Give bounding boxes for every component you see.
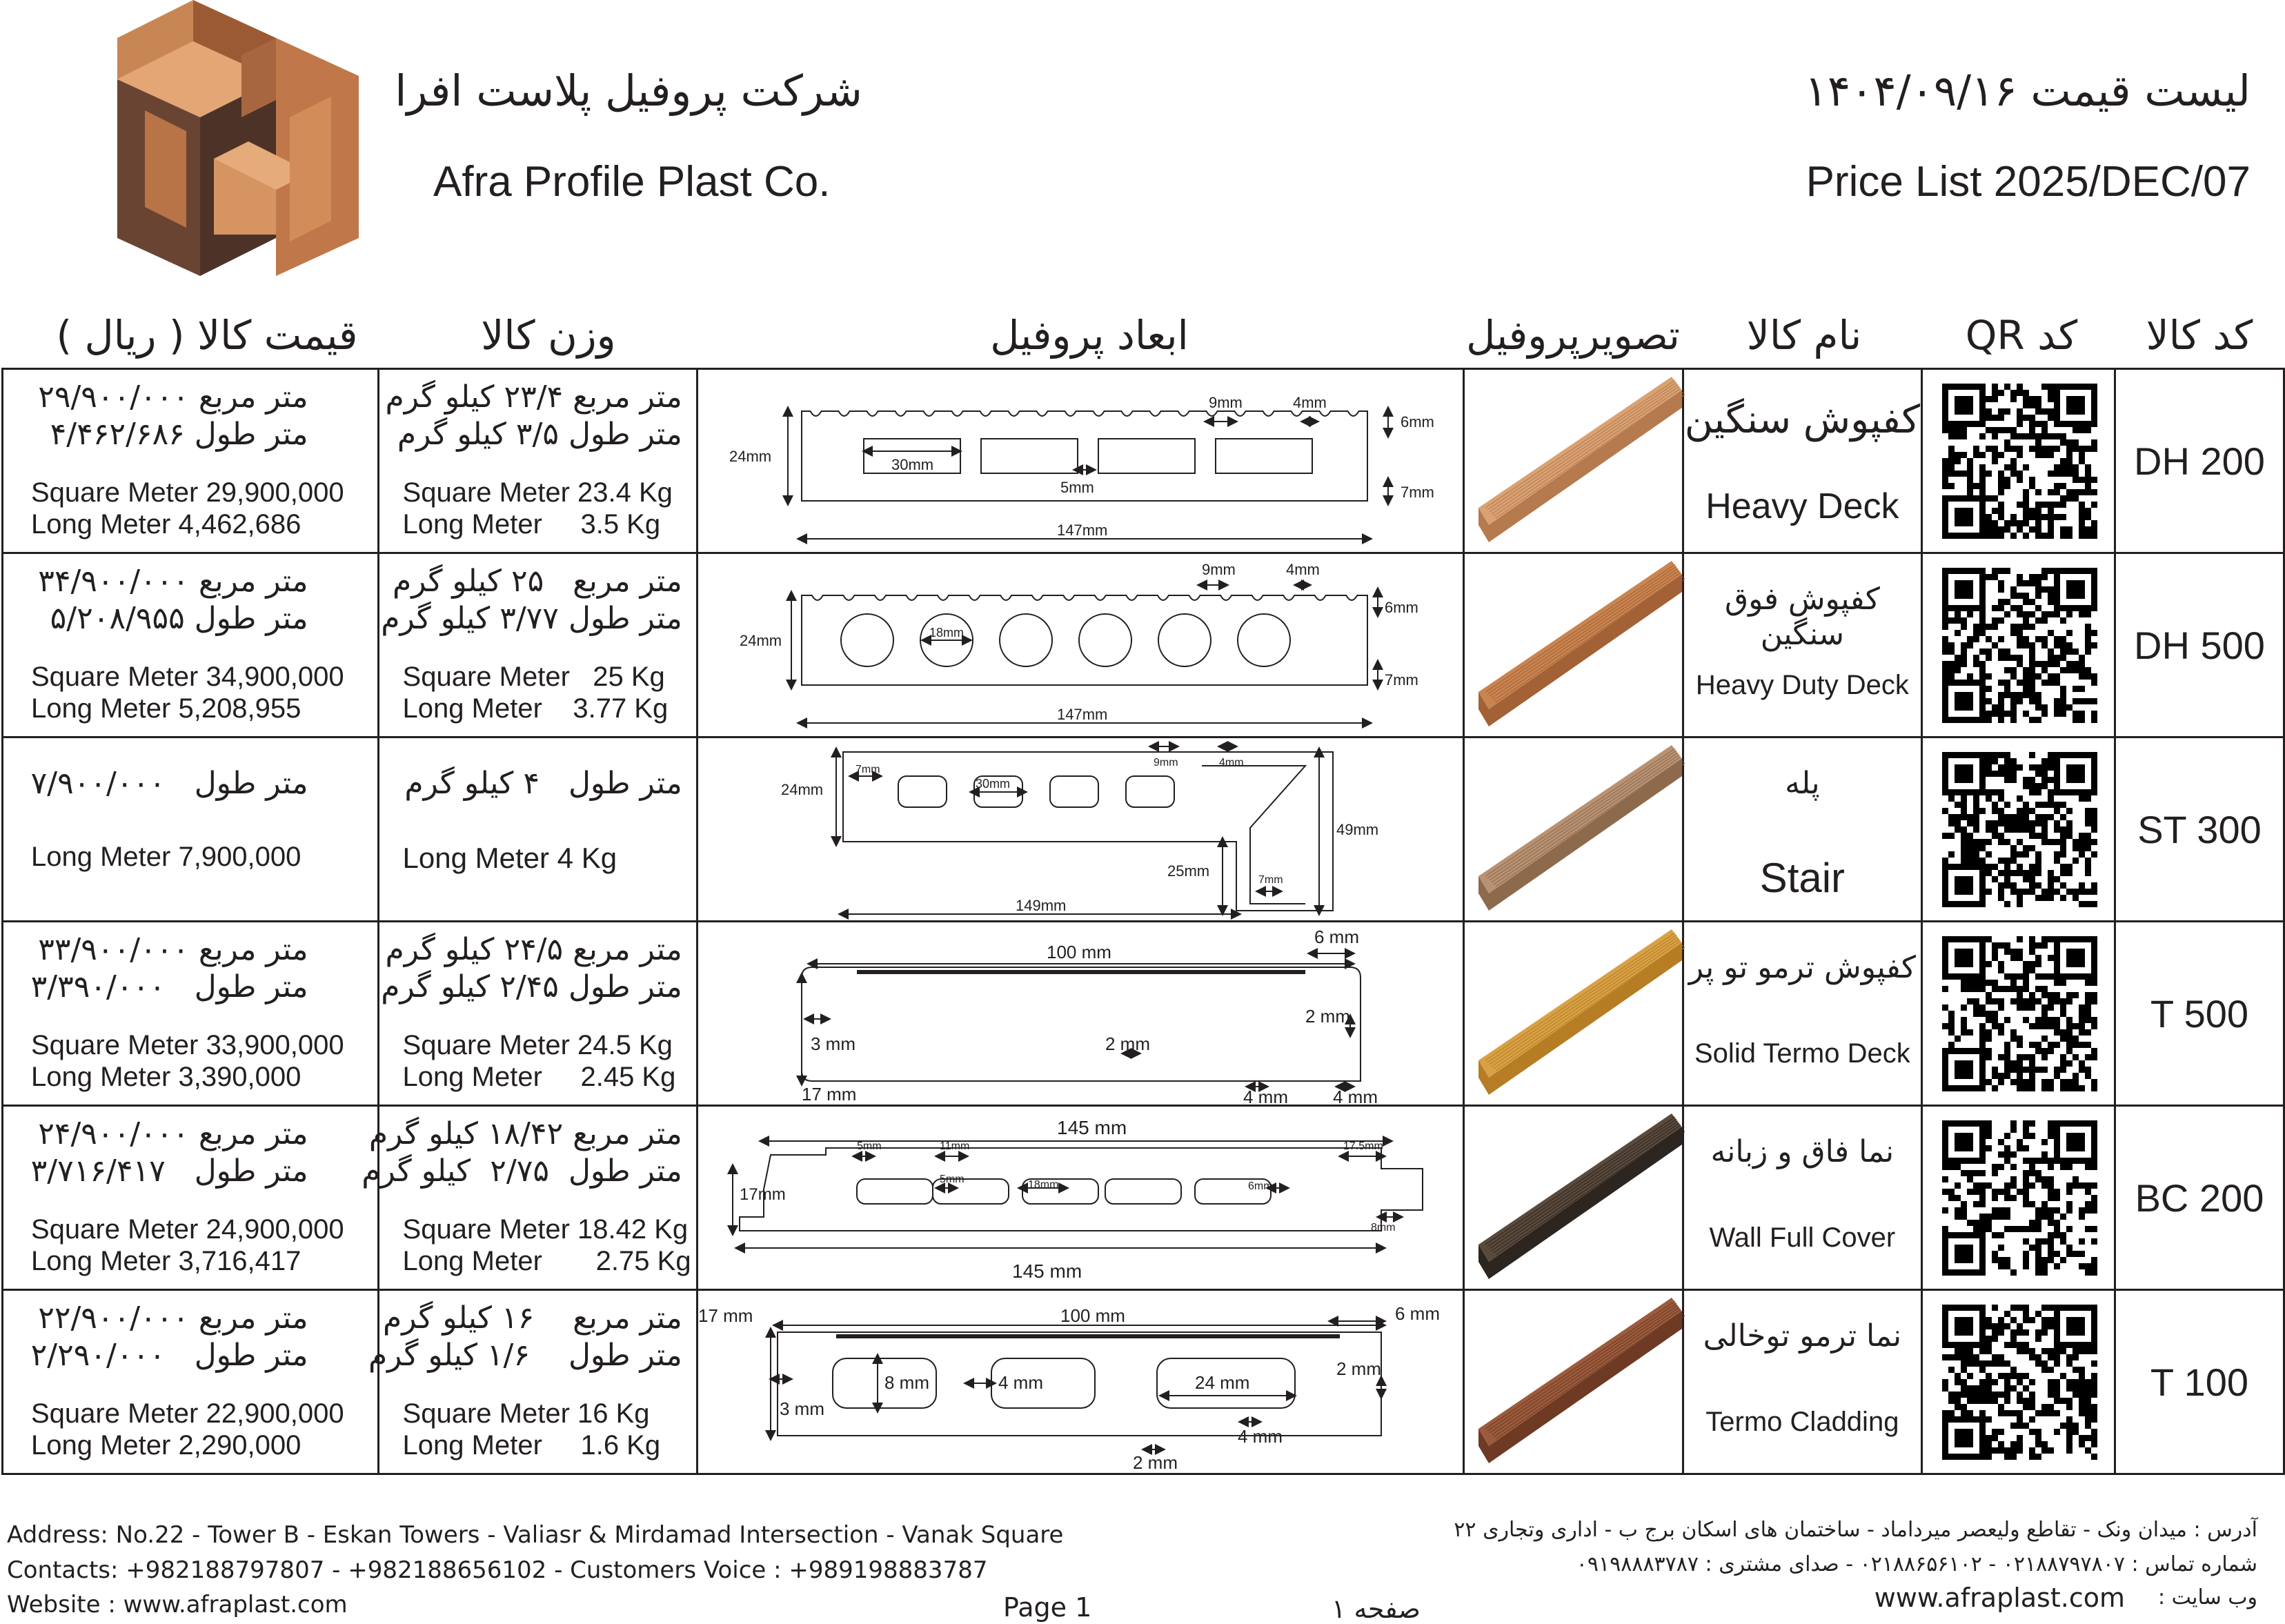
price-fa-1: متر مربع ۳۴/۹۰۰/۰۰۰ (38, 564, 308, 599)
plank-groove (1498, 393, 1683, 520)
plank-groove (1485, 749, 1675, 876)
plank-groove (1490, 568, 1678, 696)
product-name-en: Heavy Deck (1705, 486, 1899, 526)
footer-contacts-fa: شماره تماس : ۰۲۱۸۸۷۹۷۸۰۷ - ۰۲۱۸۸۶۵۶۱۰۲ - صدای مشتری : ۰۹۱۹۸۸۸۳۷۸۷ (1576, 1552, 2257, 1576)
dimension-label: 49mm (1336, 821, 1378, 838)
dimension-label: 9mm (1153, 757, 1178, 769)
dimension-label: 24mm (739, 632, 782, 649)
plank-groove (1487, 935, 1676, 1062)
dimension-label: 4 mm (1237, 1426, 1283, 1447)
hollow-chamber (1050, 776, 1098, 807)
image-cell (1463, 553, 1683, 737)
hollow-chamber (898, 776, 947, 807)
weight-en-1: Square Meter 24.5 Kg (402, 1030, 673, 1060)
qr-cell[interactable] (1921, 1290, 2115, 1474)
price-cell (3, 922, 379, 1106)
hollow-chamber (981, 439, 1078, 473)
price-en-1: Square Meter 24,900,000 (31, 1214, 344, 1245)
qr-code-icon[interactable] (1923, 922, 2114, 1105)
weight-en-2: Long Meter 3.5 Kg (402, 509, 661, 539)
dimension-label: 7mm (1258, 874, 1283, 886)
product-photo (1465, 738, 1682, 920)
dimension-label: 30mm (891, 456, 933, 473)
dimension-label: 25mm (1167, 862, 1209, 880)
price-fa-2: متر طول ۳/۷۱۶/۴۱۷ (30, 1153, 308, 1189)
product-photo (1465, 922, 1682, 1105)
product-code: DH 500 (2134, 624, 2265, 667)
dimension-label: 3 mm (779, 1398, 824, 1419)
plank-groove (1494, 941, 1681, 1069)
plank-groove (1492, 1307, 1679, 1435)
product-name-fa: نما ترمو توخالی (1703, 1318, 1902, 1354)
dimension-label: 100 mm (1046, 942, 1111, 962)
price-cell (3, 1106, 379, 1290)
product-code: ST 300 (2137, 808, 2262, 851)
hollow-chamber (1216, 439, 1312, 473)
dimension-label: 4 mm (998, 1372, 1043, 1393)
column-header-weight: وزن کالا (481, 312, 616, 359)
plank-groove (1500, 579, 1685, 706)
product-name-en: Stair (1759, 855, 1846, 901)
name-cell (1683, 1290, 1921, 1474)
hollow-chamber (1238, 614, 1290, 666)
product-name-en: Termo Cladding (1705, 1407, 1899, 1437)
plank-groove (1485, 380, 1675, 508)
weight-fa-2: متر طول ۳/۷۷ کیلو گرم (381, 601, 682, 636)
price-en-1: Square Meter 29,900,000 (31, 477, 344, 508)
code-cell (2115, 553, 2284, 737)
image-cell (1463, 737, 1683, 922)
weight-fa-1: متر مربع ۱۶ کیلو گرم (382, 1300, 682, 1336)
plank-groove (1500, 947, 1685, 1075)
qr-code-icon[interactable] (1923, 1107, 2114, 1289)
name-cell (1683, 369, 1921, 553)
plank-groove (1496, 1311, 1682, 1439)
weight-cell (368, 1290, 697, 1474)
qr-cell[interactable] (1921, 369, 2115, 553)
weight-en-2: Long Meter 3.77 Kg (402, 693, 669, 724)
plank-groove (1487, 1303, 1676, 1431)
plank-groove (1492, 755, 1679, 882)
price-fa-2: متر طول ۴/۴۶۲/۶۸۶ (50, 417, 308, 452)
dimension-label: 147mm (1056, 522, 1108, 539)
weight-cell (378, 553, 697, 737)
page-number-en: Page 1 (1003, 1592, 1092, 1623)
product-photo (1465, 1107, 1682, 1289)
qr-code-icon[interactable] (1923, 1291, 2114, 1473)
page-number-fa: صفحه ۱ (1332, 1594, 1421, 1624)
plank-groove (1492, 386, 1679, 514)
product-name-fa: پله (1785, 766, 1820, 801)
plank-groove (1487, 382, 1676, 510)
profile-outline (740, 1148, 1423, 1231)
product-name-en: Heavy Duty Deck (1695, 670, 1909, 700)
weight-fa-2: متر طول ۱/۶ کیلو گرم (368, 1338, 682, 1373)
dimension-label: 149mm (1015, 897, 1067, 914)
plank-groove (1494, 573, 1681, 700)
hollow-chamber (1098, 439, 1195, 473)
column-header-qr: کد QR (1965, 312, 2078, 359)
table-row (3, 1106, 2284, 1290)
price-en-2: Long Meter 4,462,686 (31, 509, 301, 539)
column-header-name: نام کالا (1746, 312, 1862, 359)
dimension-label: 4 mm (1243, 1087, 1288, 1107)
price-fa-1: متر طول ۷/۹۰۰/۰۰۰ (30, 766, 308, 801)
price-cell (3, 1290, 379, 1474)
profile-outline (1202, 766, 1305, 904)
dimension-label: 2 mm (1132, 1452, 1178, 1473)
plank-groove (1494, 757, 1681, 884)
column-header-price: قیمت کالا ( ریال ) (56, 312, 358, 359)
price-en-1: Long Meter 7,900,000 (31, 842, 301, 872)
plank-groove (1500, 1131, 1685, 1259)
name-cell (1683, 553, 1921, 737)
weight-en-2: Long Meter 1.6 Kg (402, 1430, 661, 1460)
qr-code-icon[interactable] (1923, 370, 2114, 552)
plank-groove (1498, 945, 1683, 1073)
price-en-1: Square Meter 33,900,000 (31, 1030, 344, 1060)
price-fa-1: متر مربع ۲۹/۹۰۰/۰۰۰ (38, 379, 308, 415)
weight-fa-2: متر طول ۲/۷۵ کیلو گرم (362, 1153, 682, 1189)
product-name-fa: کفپوش فوق سنگین (1724, 582, 1880, 652)
profile-dimension-drawing (698, 1107, 1463, 1289)
dimension-label: 7mm (1400, 484, 1434, 501)
dimension-label: 7mm (855, 764, 880, 775)
table-row (3, 553, 2284, 737)
qr-code-icon[interactable] (1923, 554, 2114, 736)
weight-fa-1: متر مربع ۲۳/۴ کیلو گرم (385, 379, 682, 415)
company-name-en: Afra Profile Plast Co. (433, 158, 831, 206)
pricelist-title-en: Price List 2025/DEC/07 (1806, 158, 2251, 206)
dims-cell (697, 922, 1463, 1106)
dims-cell (697, 369, 1463, 553)
profile-outline (778, 1332, 1381, 1436)
plank-groove (1490, 1305, 1678, 1433)
plank-groove (1485, 933, 1675, 1060)
table-row (3, 737, 2284, 922)
plank-groove (1494, 388, 1681, 516)
plank-groove (1496, 575, 1682, 702)
footer-contacts-en: Contacts: +982188797807 - +982188656102 - Customers Voice : +989198883787 (7, 1556, 988, 1584)
plank-groove (1490, 753, 1678, 880)
dimension-label: 2 mm (1336, 1358, 1381, 1379)
profile-dimension-drawing (698, 554, 1463, 736)
price-fa-2: متر طول ۵/۲۰۸/۹۵۵ (50, 601, 308, 636)
product-code: DH 200 (2134, 439, 2265, 483)
price-cell (3, 553, 379, 737)
product-name-en: Wall Full Cover (1709, 1222, 1896, 1253)
product-code: BC 200 (2135, 1176, 2264, 1220)
dimension-label: 18mm (1027, 1179, 1059, 1191)
weight-en-1: Square Meter 16 Kg (402, 1398, 650, 1429)
dimension-label: 17 mm (801, 1084, 857, 1105)
dimension-label: 4mm (1285, 561, 1320, 578)
dimension-label: 100 mm (1060, 1305, 1125, 1326)
profile-outline (802, 967, 1361, 1081)
dimension-label: 17.5mm (1343, 1140, 1383, 1152)
company-name-fa: شرکت پروفیل پلاست افرا (395, 66, 862, 116)
plank-groove (1487, 751, 1676, 878)
plank-groove (1492, 939, 1679, 1067)
hollow-chamber (1126, 776, 1174, 807)
dimension-label: 24mm (729, 448, 771, 465)
price-en-1: Square Meter 34,900,000 (31, 662, 344, 692)
code-cell (2115, 737, 2284, 922)
plank-groove (1498, 577, 1683, 704)
plank-groove (1487, 566, 1676, 694)
footer-website-en[interactable]: Website : www.afraplast.com (7, 1591, 348, 1618)
dimension-label: 11mm (939, 1140, 970, 1152)
dimension-label: 17 mm (698, 1305, 753, 1326)
hollow-chamber (1105, 1179, 1181, 1204)
price-en-2: Long Meter 3,390,000 (31, 1062, 301, 1092)
weight-en-1: Square Meter 25 Kg (402, 662, 665, 692)
code-cell (2115, 1106, 2284, 1290)
dimension-label: 2 mm (1105, 1033, 1150, 1054)
dimension-label: 6 mm (1314, 927, 1359, 947)
product-name-fa: کفپوش ترمو تو پر (1688, 950, 1916, 985)
dimension-label: 2 mm (1305, 1006, 1350, 1027)
pricelist-title-fa: لیست قیمت ۱۴۰۴/۰۹/۱۶ (1804, 66, 2251, 116)
profile-dimension-drawing (698, 738, 1463, 920)
weight-fa-2: متر طول ۳/۵ کیلو گرم (397, 417, 682, 452)
hollow-chamber (1158, 614, 1211, 666)
dimension-label: 30mm (975, 777, 1010, 791)
plank-groove (1487, 1119, 1676, 1247)
image-cell (1463, 1290, 1683, 1474)
footer-website-fa-value[interactable]: www.afraplast.com (1874, 1583, 2125, 1613)
column-header-code: کد کالا (2146, 312, 2253, 359)
dimension-label: 4 mm (1332, 1087, 1378, 1107)
price-fa-1: متر مربع ۳۳/۹۰۰/۰۰۰ (38, 932, 308, 967)
dimension-label: 8 mm (884, 1372, 929, 1393)
plank-groove (1492, 1123, 1679, 1251)
weight-fa-1: متر مربع ۲۴/۵ کیلو گرم (385, 932, 682, 967)
dims-cell (697, 737, 1463, 922)
qr-cell[interactable] (1921, 922, 2115, 1106)
profile-dimension-drawing (698, 370, 1463, 552)
footer-address-fa: آدرس : میدان ونک - تقاطع ولیعصر میرداماد - ساختمان های اسکان برج ب - اداری وتجاری ۲۲ (1454, 1518, 2257, 1542)
product-name-fa: کفپوش سنگین (1684, 397, 1920, 442)
plank-groove (1498, 1129, 1683, 1257)
weight-en-1: Long Meter 4 Kg (402, 842, 617, 874)
qr-cell[interactable] (1921, 737, 2115, 922)
price-fa-1: متر مربع ۲۴/۹۰۰/۰۰۰ (38, 1116, 308, 1151)
dimension-label: 18mm (929, 626, 964, 640)
plank-groove (1500, 1316, 1685, 1443)
dimension-label: 17mm (739, 1185, 786, 1204)
plank-groove (1485, 1117, 1675, 1245)
plank-groove (1496, 759, 1682, 887)
dimension-label: 6mm (1247, 1180, 1273, 1192)
price-cell (3, 369, 379, 553)
price-en-2: Long Meter 3,716,417 (31, 1246, 301, 1276)
product-name-fa: نما فاق و زبانه (1710, 1134, 1895, 1169)
weight-en-1: Square Meter 23.4 Kg (402, 477, 673, 508)
logo-cube-icon (103, 0, 366, 290)
dimension-label: 5mm (1060, 479, 1094, 496)
plank-groove (1496, 943, 1682, 1071)
weight-cell (378, 922, 697, 1106)
weight-en-2: Long Meter 2.45 Kg (402, 1062, 676, 1092)
qr-code-icon[interactable] (1923, 738, 2114, 920)
price-fa-2: متر طول ۳/۳۹۰/۰۰۰ (30, 969, 308, 1004)
price-fa-1: متر مربع ۲۲/۹۰۰/۰۰۰ (38, 1300, 308, 1336)
dims-cell (697, 1106, 1463, 1290)
code-cell (2115, 369, 2284, 553)
plank-groove (1490, 384, 1678, 512)
product-photo (1465, 370, 1682, 552)
plank-groove (1500, 395, 1685, 522)
weight-cell (378, 737, 697, 922)
dimension-label: 7mm (1384, 671, 1418, 689)
company-logo (103, 0, 366, 290)
plank-groove (1498, 761, 1683, 889)
weight-en-2: Long Meter 2.75 Kg (402, 1246, 691, 1276)
price-en-2: Long Meter 2,290,000 (31, 1430, 301, 1460)
dimension-label: 145 mm (1011, 1260, 1082, 1282)
profile-outline (802, 595, 1367, 685)
weight-fa-1: متر مربع ۲۵ کیلو گرم (392, 564, 682, 599)
price-en-2: Long Meter 5,208,955 (31, 693, 301, 724)
image-cell (1463, 1106, 1683, 1290)
column-header-image: تصویرپروفیل (1466, 312, 1680, 359)
plank-groove (1500, 763, 1685, 891)
table-row (3, 1290, 2284, 1474)
qr-cell[interactable] (1921, 1106, 2115, 1290)
qr-cell[interactable] (1921, 553, 2115, 737)
dimension-label: 5mm (939, 1174, 965, 1185)
product-photo (1465, 1291, 1682, 1473)
dimension-label: 4mm (1218, 757, 1244, 769)
dimension-label: 6 mm (1394, 1303, 1440, 1324)
weight-cell (378, 369, 697, 553)
plank-groove (1490, 1121, 1678, 1249)
dims-cell (697, 1290, 1463, 1474)
footer-address-en: Address: No.22 - Tower B - Eskan Towers - Valiasr & Mirdamad Intersection - Vanak Square (7, 1521, 1064, 1549)
plank-groove (1485, 564, 1675, 692)
weight-en-1: Square Meter 18.42 Kg (402, 1214, 689, 1245)
dimension-label: 4mm (1292, 394, 1327, 411)
dimension-label: 24mm (780, 781, 823, 798)
plank-groove (1485, 1301, 1675, 1429)
dimension-label: 145 mm (1056, 1117, 1127, 1138)
dimension-label: 6mm (1384, 599, 1418, 616)
plank-groove (1498, 1314, 1683, 1441)
price-en-1: Square Meter 22,900,000 (31, 1398, 344, 1429)
plank-groove (1490, 937, 1678, 1064)
plank-groove (1496, 390, 1682, 518)
dims-cell (697, 553, 1463, 737)
profile-dimension-drawing (698, 1291, 1463, 1473)
price-cell (3, 737, 379, 922)
weight-cell (362, 1106, 697, 1290)
price-fa-2: متر طول ۲/۲۹۰/۰۰۰ (30, 1338, 308, 1373)
plank-groove (1494, 1309, 1681, 1437)
hollow-chamber (857, 1179, 933, 1204)
dimension-label: 24 mm (1194, 1372, 1250, 1393)
profile-dimension-drawing (698, 922, 1463, 1105)
code-cell (2115, 922, 2284, 1106)
name-cell (1683, 922, 1921, 1106)
image-cell (1463, 369, 1683, 553)
plank-groove (1496, 1127, 1682, 1255)
name-cell (1683, 737, 1921, 922)
dimension-label: 6mm (1400, 413, 1434, 430)
dimension-label: 9mm (1201, 561, 1236, 578)
product-code: T 100 (2150, 1360, 2249, 1404)
hollow-chamber (1000, 614, 1052, 666)
plank-groove (1494, 1125, 1681, 1253)
dimension-label: 147mm (1056, 706, 1108, 723)
dimension-label: 9mm (1208, 394, 1243, 411)
hollow-chamber (1079, 614, 1131, 666)
footer-website-fa-label: وب سایت : (2158, 1585, 2257, 1610)
plank-groove (1492, 571, 1679, 698)
weight-fa-2: متر طول ۲/۴۵ کیلو گرم (381, 969, 682, 1004)
hollow-chamber (841, 614, 893, 666)
price-table (1, 368, 2285, 1475)
column-header-dims: ابعاد پروفیل (990, 312, 1189, 359)
code-cell (2115, 1290, 2284, 1474)
name-cell (1683, 1106, 1921, 1290)
dimension-label: 5mm (856, 1140, 882, 1152)
weight-fa-1: متر طول ۴ کیلو گرم (404, 766, 682, 801)
product-photo (1465, 554, 1682, 736)
weight-fa-1: متر مربع ۱۸/۴۲ کیلو گرم (368, 1116, 682, 1151)
dimension-label: 3 mm (810, 1033, 855, 1054)
dimension-label: 8mm (1370, 1222, 1396, 1234)
image-cell (1463, 922, 1683, 1106)
table-row (3, 922, 2284, 1106)
table-row (3, 369, 2284, 553)
product-code: T 500 (2150, 992, 2249, 1036)
product-name-en: Solid Termo Deck (1694, 1038, 1910, 1069)
